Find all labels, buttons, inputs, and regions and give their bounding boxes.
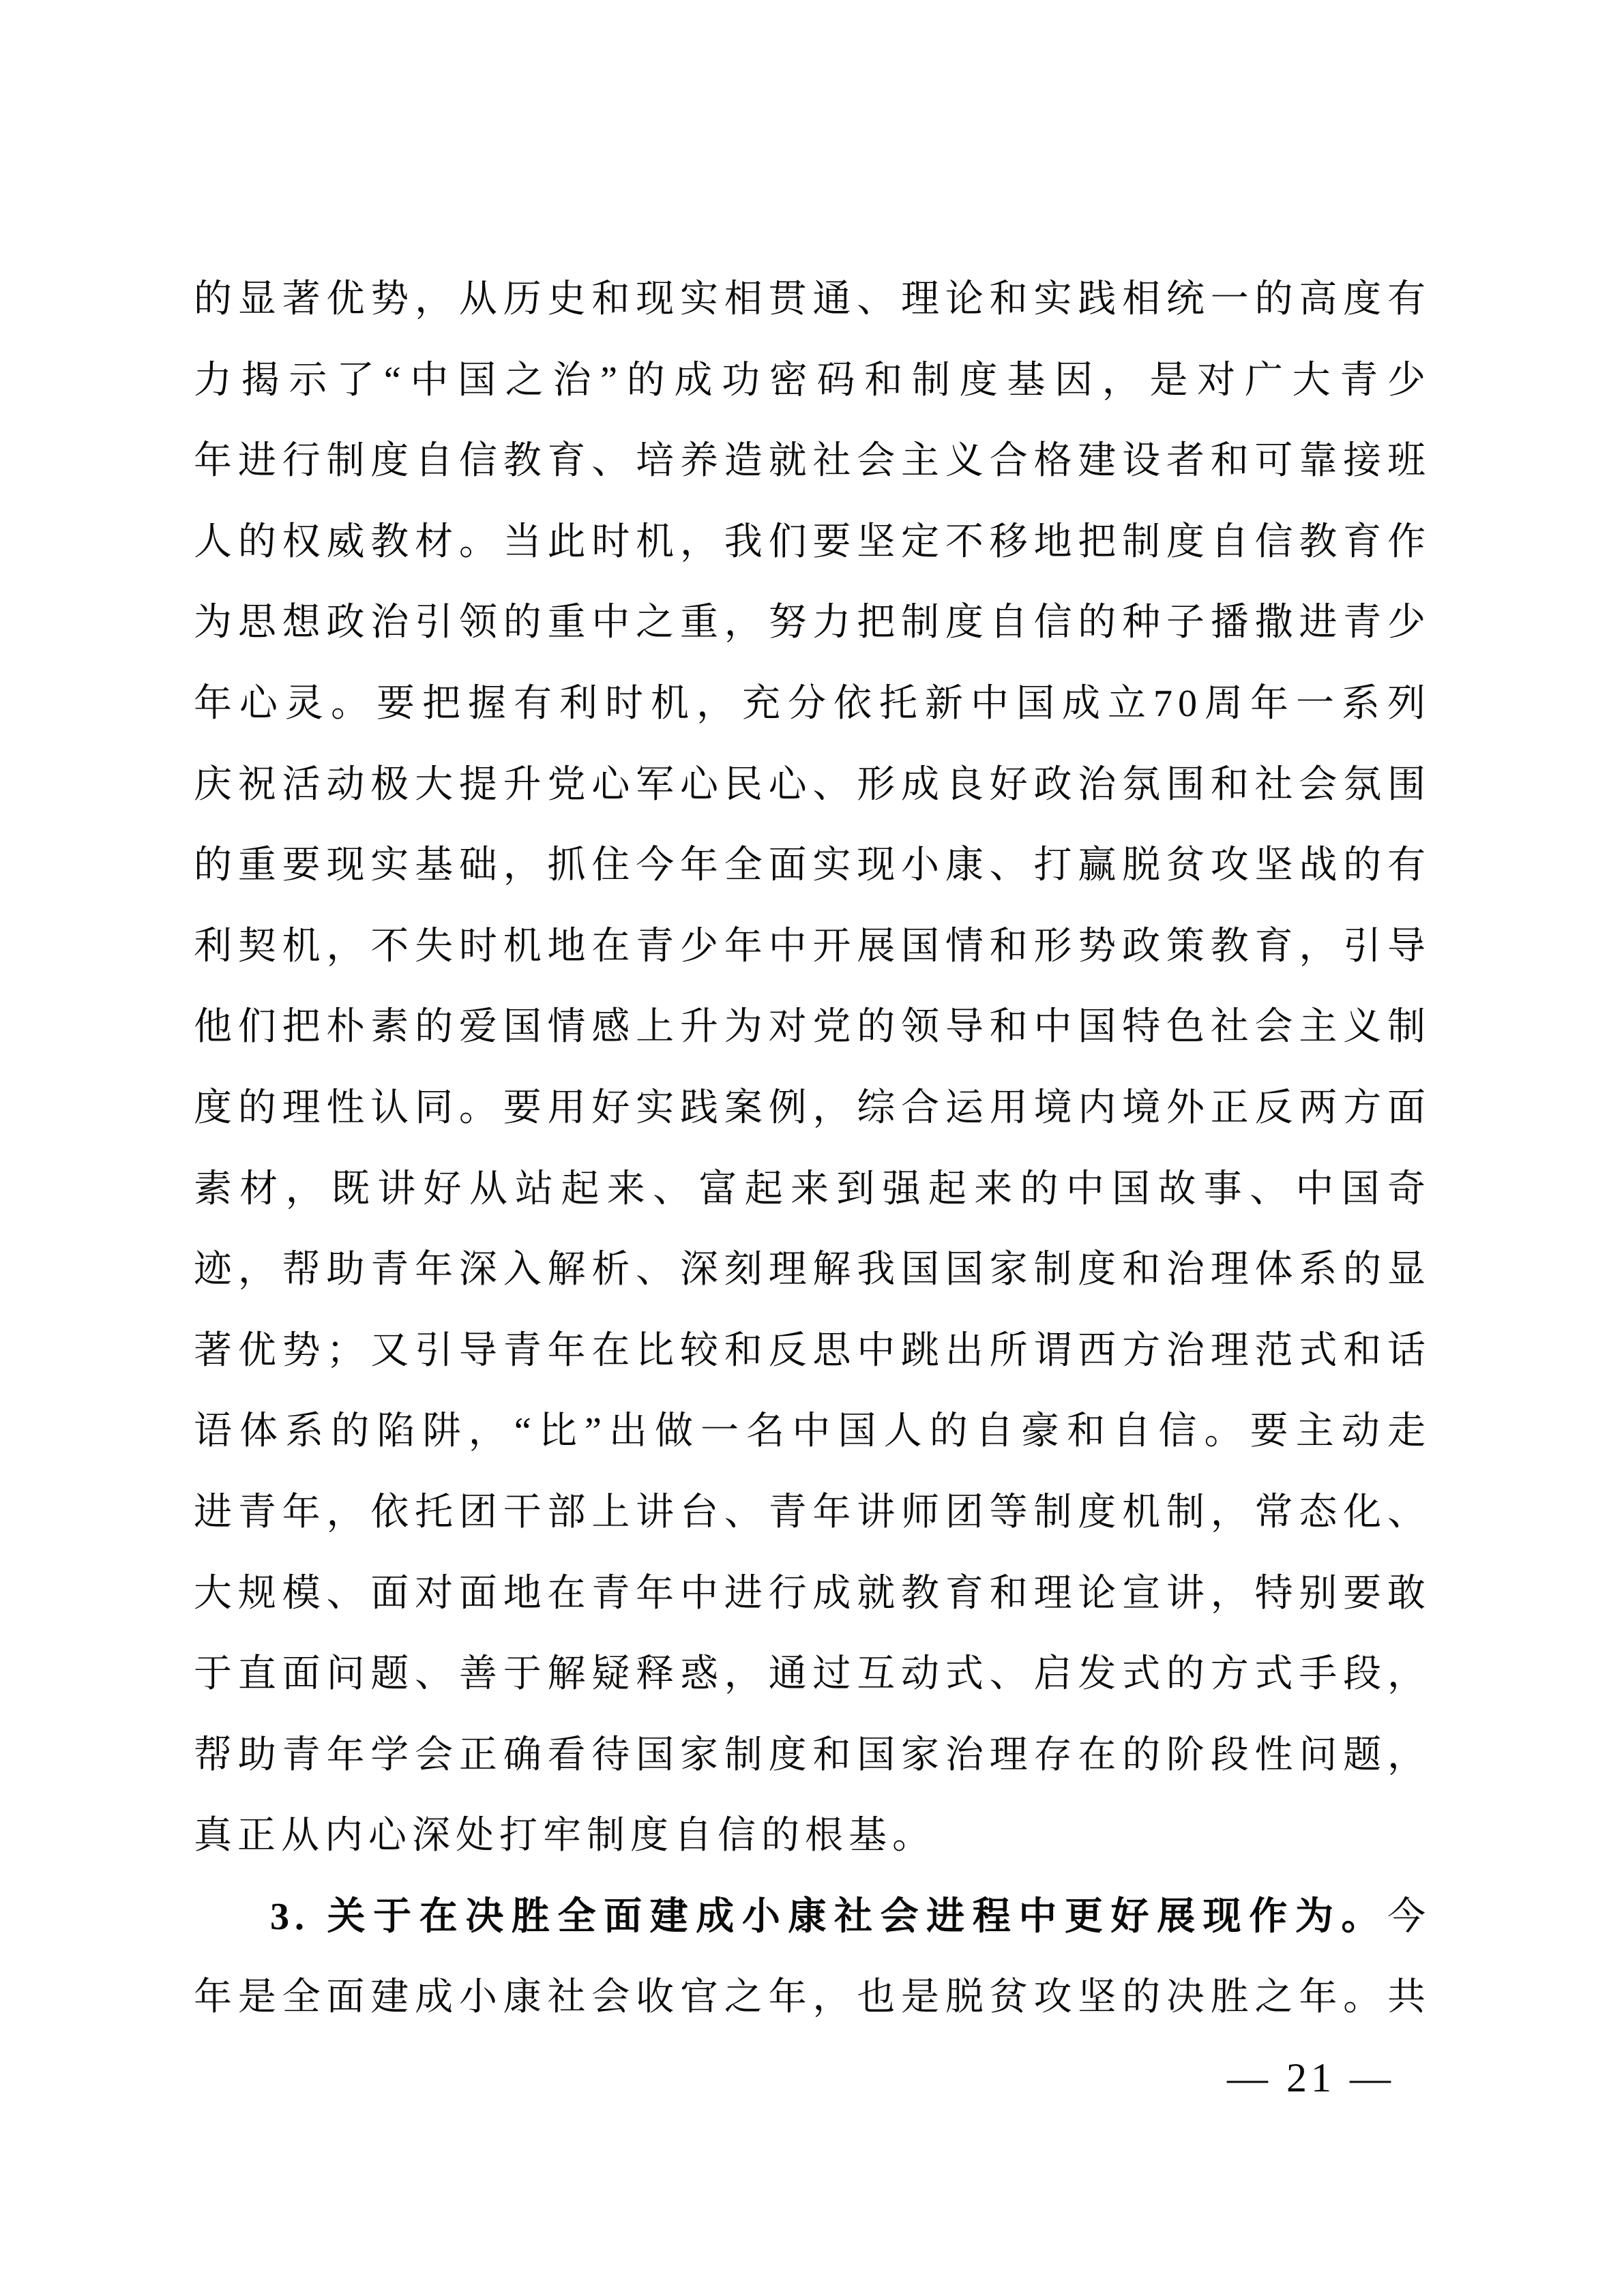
document-body xyxy=(194,259,1431,2038)
body-line: 的重要现实基础，抓住今年全面实现小康、打赢脱贫攻坚战的有 xyxy=(194,844,1431,887)
body-line: 人的权威教材。当此时机，我们要坚定不移地把制度自信教育作 xyxy=(194,520,1431,563)
body-line: 迹，帮助青年深入解析、深刻理解我国国家制度和治理体系的显 xyxy=(194,1249,1431,1292)
body-line: 素材，既讲好从站起来、富起来到强起来的中国故事、中国奇 xyxy=(194,1167,1431,1210)
body-line: 年是全面建成小康社会收官之年，也是脱贫攻坚的决胜之年。共 xyxy=(194,1976,1431,2019)
page-number: — 21 — xyxy=(1227,2055,1395,2100)
body-line: 大规模、面对面地在青年中进行成就教育和理论宣讲，特别要敢 xyxy=(194,1572,1431,1615)
body-line: 他们把朴素的爱国情感上升为对党的领导和中国特色社会主义制 xyxy=(194,1006,1431,1049)
body-line: 进青年，依托团干部上讲台、青年讲师团等制度机制，常态化、 xyxy=(194,1491,1431,1534)
body-line-paragraph-end: 真正从内心深处打牢制度自信的根基。 xyxy=(194,1815,936,1858)
body-line: 利契机，不失时机地在青少年中开展国情和形势政策教育，引导 xyxy=(194,925,1431,968)
body-line: 力揭示了“中国之治”的成功密码和制度基因，是对广大青少 xyxy=(194,359,1431,402)
body-line: 度的理性认同。要用好实践案例，综合运用境内境外正反两方面 xyxy=(194,1086,1431,1129)
body-line: 著优势；又引导青年在比较和反思中跳出所谓西方治理范式和话 xyxy=(194,1329,1431,1372)
body-line: 帮助青年学会正确看待国家制度和国家治理存在的阶段性问题， xyxy=(194,1733,1431,1776)
body-line: 的显著优势，从历史和现实相贯通、理论和实践相统一的高度有 xyxy=(194,278,1431,320)
body-line: 于直面问题、善于解疑释惑，通过互动式、启发式的方式手段， xyxy=(194,1653,1431,1696)
body-line: 年进行制度自信教育、培养造就社会主义合格建设者和可靠接班 xyxy=(194,440,1431,483)
body-line: 语体系的陷阱，“比”出做一名中国人的自豪和自信。要主动走 xyxy=(194,1410,1431,1453)
body-line: 为思想政治引领的重中之重，努力把制度自信的种子播撒进青少 xyxy=(194,601,1431,644)
body-line: 年心灵。要把握有利时机，充分依托新中国成立70周年一系列 xyxy=(194,682,1431,725)
body-line: 庆祝活动极大提升党心军心民心、形成良好政治氛围和社会氛围 xyxy=(194,763,1431,806)
section-heading-line xyxy=(194,1877,1431,1958)
body-text-after-heading: 今 xyxy=(1387,1895,1431,1938)
section-heading: 3. 关于在决胜全面建成小康社会进程中更好展现作为。 xyxy=(270,1895,1387,1938)
